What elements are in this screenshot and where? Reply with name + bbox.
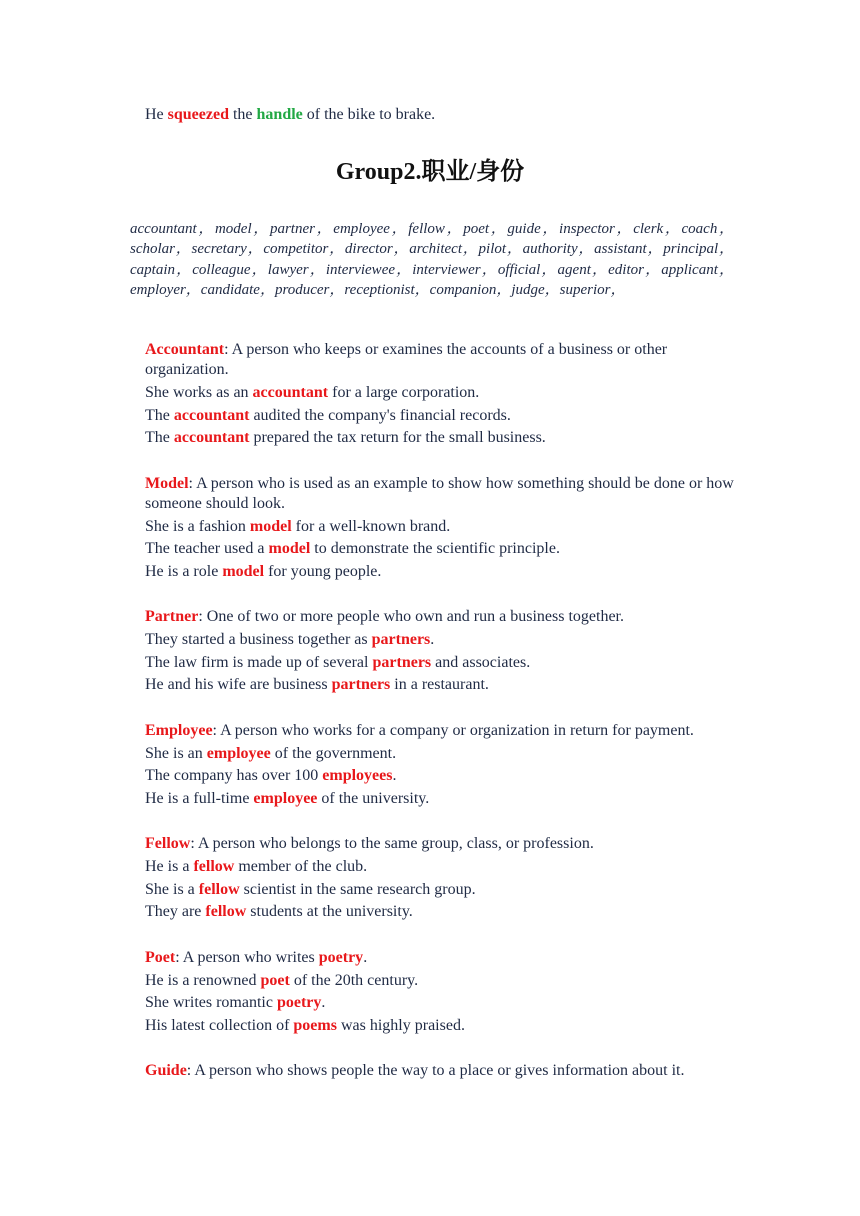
example-sentence: She is an employee of the government. <box>145 744 397 762</box>
sentence-text: the <box>228 106 257 123</box>
entry-term: Partner <box>145 608 199 625</box>
sentence-text: He <box>145 106 168 123</box>
definition-text: : A person who belongs to the same group, class, or profession. <box>190 835 594 852</box>
example-sentence: She is a fashion model for a well-known brand. <box>145 517 451 535</box>
example-sentence: The company has over 100 employees. <box>145 767 397 784</box>
entry-definition <box>145 1061 735 1081</box>
vocabulary-word-list: accountant，model，partner，employee，fellow，poet，guide，inspector，clerk，coach，scholar，secretary，competitor，director，architect，pilot，authority，assistant，principal，captain，colleague，lawyer，interviewee，interviewer，official，agent，editor，applicant，employer，candidate，producer，receptionist，companion，judge，superior， <box>130 221 734 298</box>
example-sentence: He and his wife are business partners in a restaurant. <box>145 676 489 693</box>
entry-term: Guide <box>145 1062 187 1079</box>
group-title: Group2.职业/身份 <box>335 159 525 185</box>
example-sentence: His latest collection of poems was highly praised. <box>145 1016 465 1034</box>
sentence-text: of the bike to brake. <box>302 106 436 123</box>
entry-definition <box>145 948 735 968</box>
entry-model <box>145 474 735 584</box>
definition-key-word: poetry <box>318 948 364 966</box>
vocabulary-entries <box>145 340 735 1105</box>
example-sentence: The accountant audited the company's financial records. <box>145 406 511 424</box>
example-sentence: He is a full-time employee of the university. <box>145 789 430 807</box>
example-sentence: The accountant prepared the tax return for the small business. <box>145 429 546 446</box>
definition-text: : A person who writes <box>175 948 319 966</box>
entry-definition <box>145 607 735 627</box>
example-sentence-handle <box>145 104 435 126</box>
entry-partner <box>145 607 735 697</box>
example-sentence: She works as an accountant for a large corporation. <box>145 384 480 401</box>
entry-definition <box>145 834 735 854</box>
entry-term: Accountant <box>145 341 225 358</box>
highlight-word-red: squeezed <box>167 106 229 123</box>
definition-text: : A person who keeps or examines the accounts of a business or other organization. <box>145 341 668 378</box>
example-sentence: He is a renowned poet of the 20th century. <box>145 971 419 989</box>
entry-poet <box>145 948 735 1038</box>
entry-employee <box>145 721 735 811</box>
entry-definition <box>145 474 735 514</box>
entry-definition <box>145 721 735 741</box>
entry-term: Model <box>145 474 189 492</box>
entry-guide <box>145 1061 735 1081</box>
entry-term: Employee <box>145 721 213 739</box>
example-sentence: He is a role model for young people. <box>145 562 382 580</box>
definition-text: : A person who is used as an example to show how something should be done or how someone should look. <box>145 474 734 512</box>
entry-term: Fellow <box>145 835 191 852</box>
example-sentence: They are fellow students at the university. <box>145 903 413 920</box>
highlight-word-green: handle <box>256 106 303 123</box>
example-sentence: She writes romantic poetry. <box>145 994 326 1011</box>
definition-text: : A person who works for a company or organization in return for payment. <box>212 721 694 739</box>
example-sentence: She is a fellow scientist in the same research group. <box>145 880 476 898</box>
definition-text: : A person who shows people the way to a place or gives information about it. <box>186 1062 685 1079</box>
entry-fellow <box>145 834 735 924</box>
definition-text: : One of two or more people who own and run a business together. <box>198 608 624 625</box>
entry-term: Poet <box>145 948 176 966</box>
example-sentence: They started a business together as partners. <box>145 631 435 648</box>
example-sentence: The teacher used a model to demonstrate the scientific principle. <box>145 540 560 557</box>
definition-text: . <box>363 948 368 966</box>
entry-definition <box>145 340 735 380</box>
example-sentence: The law firm is made up of several partners and associates. <box>145 653 531 671</box>
entry-accountant <box>145 340 735 450</box>
example-sentence: He is a fellow member of the club. <box>145 858 368 875</box>
